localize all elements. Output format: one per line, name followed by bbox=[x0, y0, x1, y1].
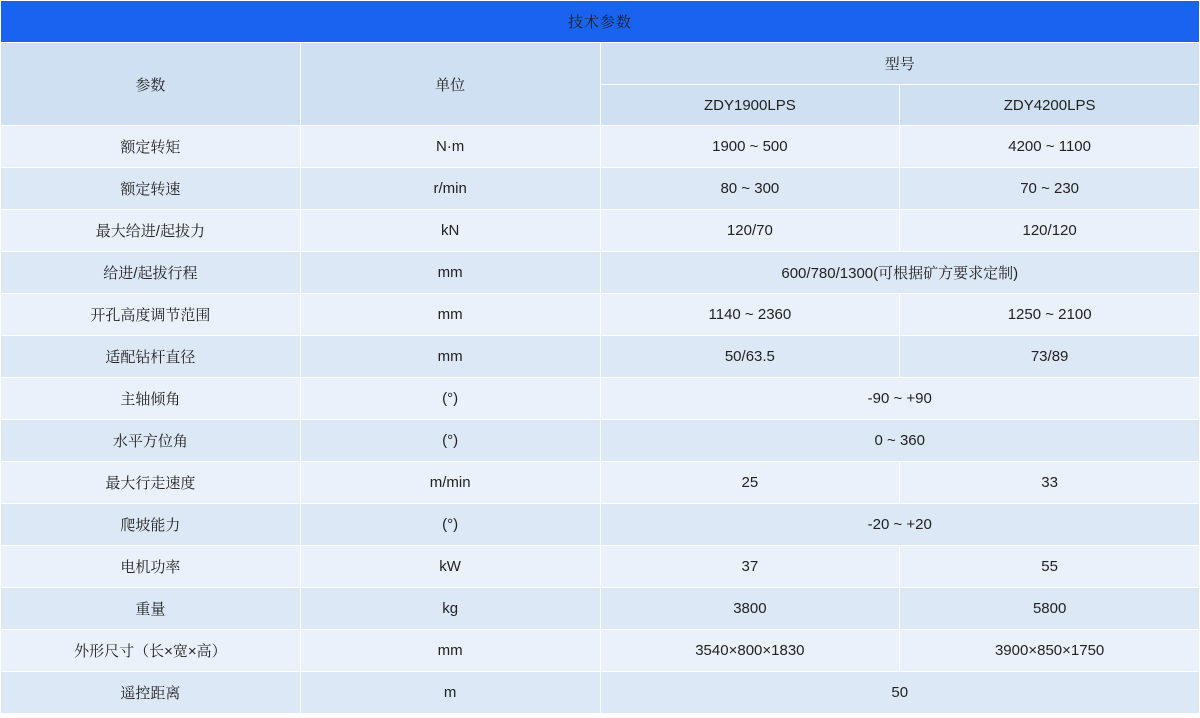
table-row bbox=[1, 504, 1200, 546]
table-row bbox=[1, 420, 1200, 462]
row-value-2: 33 bbox=[900, 462, 1200, 504]
row-param: 重量 bbox=[1, 588, 301, 630]
row-value-2: 4200 ~ 1100 bbox=[900, 126, 1200, 168]
row-unit: (°) bbox=[300, 378, 600, 420]
row-value-span: 600/780/1300(可根据矿方要求定制) bbox=[600, 252, 1200, 294]
table-row bbox=[1, 546, 1200, 588]
row-value-1: 80 ~ 300 bbox=[600, 168, 900, 210]
row-value-1: 1900 ~ 500 bbox=[600, 126, 900, 168]
row-value-span: -90 ~ +90 bbox=[600, 378, 1200, 420]
table-row bbox=[1, 252, 1200, 294]
row-param: 爬坡能力 bbox=[1, 504, 301, 546]
row-unit: m bbox=[300, 672, 600, 714]
row-unit: mm bbox=[300, 252, 600, 294]
row-value-1: 37 bbox=[600, 546, 900, 588]
row-value-1: 3540×800×1830 bbox=[600, 630, 900, 672]
table-row bbox=[1, 126, 1200, 168]
row-unit: kN bbox=[300, 210, 600, 252]
header-model-group: 型号 bbox=[600, 43, 1200, 85]
row-value-2: 70 ~ 230 bbox=[900, 168, 1200, 210]
row-param: 遥控距离 bbox=[1, 672, 301, 714]
row-value-span: -20 ~ +20 bbox=[600, 504, 1200, 546]
table-row bbox=[1, 672, 1200, 714]
row-value-2: 73/89 bbox=[900, 336, 1200, 378]
header-row-primary bbox=[1, 43, 1200, 85]
row-param: 给进/起拔行程 bbox=[1, 252, 301, 294]
table-row bbox=[1, 336, 1200, 378]
table-title: 技术参数 bbox=[1, 1, 1200, 43]
row-unit: N·m bbox=[300, 126, 600, 168]
row-value-1: 50/63.5 bbox=[600, 336, 900, 378]
row-param: 外形尺寸（长×宽×高） bbox=[1, 630, 301, 672]
header-param: 参数 bbox=[1, 43, 301, 126]
table-row bbox=[1, 210, 1200, 252]
row-value-2: 55 bbox=[900, 546, 1200, 588]
table-row bbox=[1, 378, 1200, 420]
row-param: 电机功率 bbox=[1, 546, 301, 588]
row-param: 最大行走速度 bbox=[1, 462, 301, 504]
row-value-2: 1250 ~ 2100 bbox=[900, 294, 1200, 336]
row-unit: mm bbox=[300, 630, 600, 672]
row-param: 水平方位角 bbox=[1, 420, 301, 462]
row-value-span: 0 ~ 360 bbox=[600, 420, 1200, 462]
table-row bbox=[1, 630, 1200, 672]
row-value-1: 1140 ~ 2360 bbox=[600, 294, 900, 336]
title-row bbox=[1, 1, 1200, 43]
row-unit: mm bbox=[300, 294, 600, 336]
table-row bbox=[1, 294, 1200, 336]
row-value-1: 25 bbox=[600, 462, 900, 504]
row-value-1: 120/70 bbox=[600, 210, 900, 252]
row-value-2: 120/120 bbox=[900, 210, 1200, 252]
table-row bbox=[1, 588, 1200, 630]
table-row bbox=[1, 168, 1200, 210]
row-unit: m/min bbox=[300, 462, 600, 504]
row-param: 主轴倾角 bbox=[1, 378, 301, 420]
header-unit: 单位 bbox=[300, 43, 600, 126]
header-model-2: ZDY4200LPS bbox=[900, 85, 1200, 126]
row-value-2: 5800 bbox=[900, 588, 1200, 630]
row-param: 额定转速 bbox=[1, 168, 301, 210]
row-unit: mm bbox=[300, 336, 600, 378]
row-unit: kg bbox=[300, 588, 600, 630]
row-param: 最大给进/起拔力 bbox=[1, 210, 301, 252]
header-model-1: ZDY1900LPS bbox=[600, 85, 900, 126]
row-value-2: 3900×850×1750 bbox=[900, 630, 1200, 672]
table-row bbox=[1, 462, 1200, 504]
row-unit: (°) bbox=[300, 504, 600, 546]
row-param: 适配钻杆直径 bbox=[1, 336, 301, 378]
row-unit: kW bbox=[300, 546, 600, 588]
table-body bbox=[1, 1, 1200, 714]
row-unit: r/min bbox=[300, 168, 600, 210]
row-value-1: 3800 bbox=[600, 588, 900, 630]
row-param: 额定转矩 bbox=[1, 126, 301, 168]
row-value-span: 50 bbox=[600, 672, 1200, 714]
row-unit: (°) bbox=[300, 420, 600, 462]
row-param: 开孔高度调节范围 bbox=[1, 294, 301, 336]
